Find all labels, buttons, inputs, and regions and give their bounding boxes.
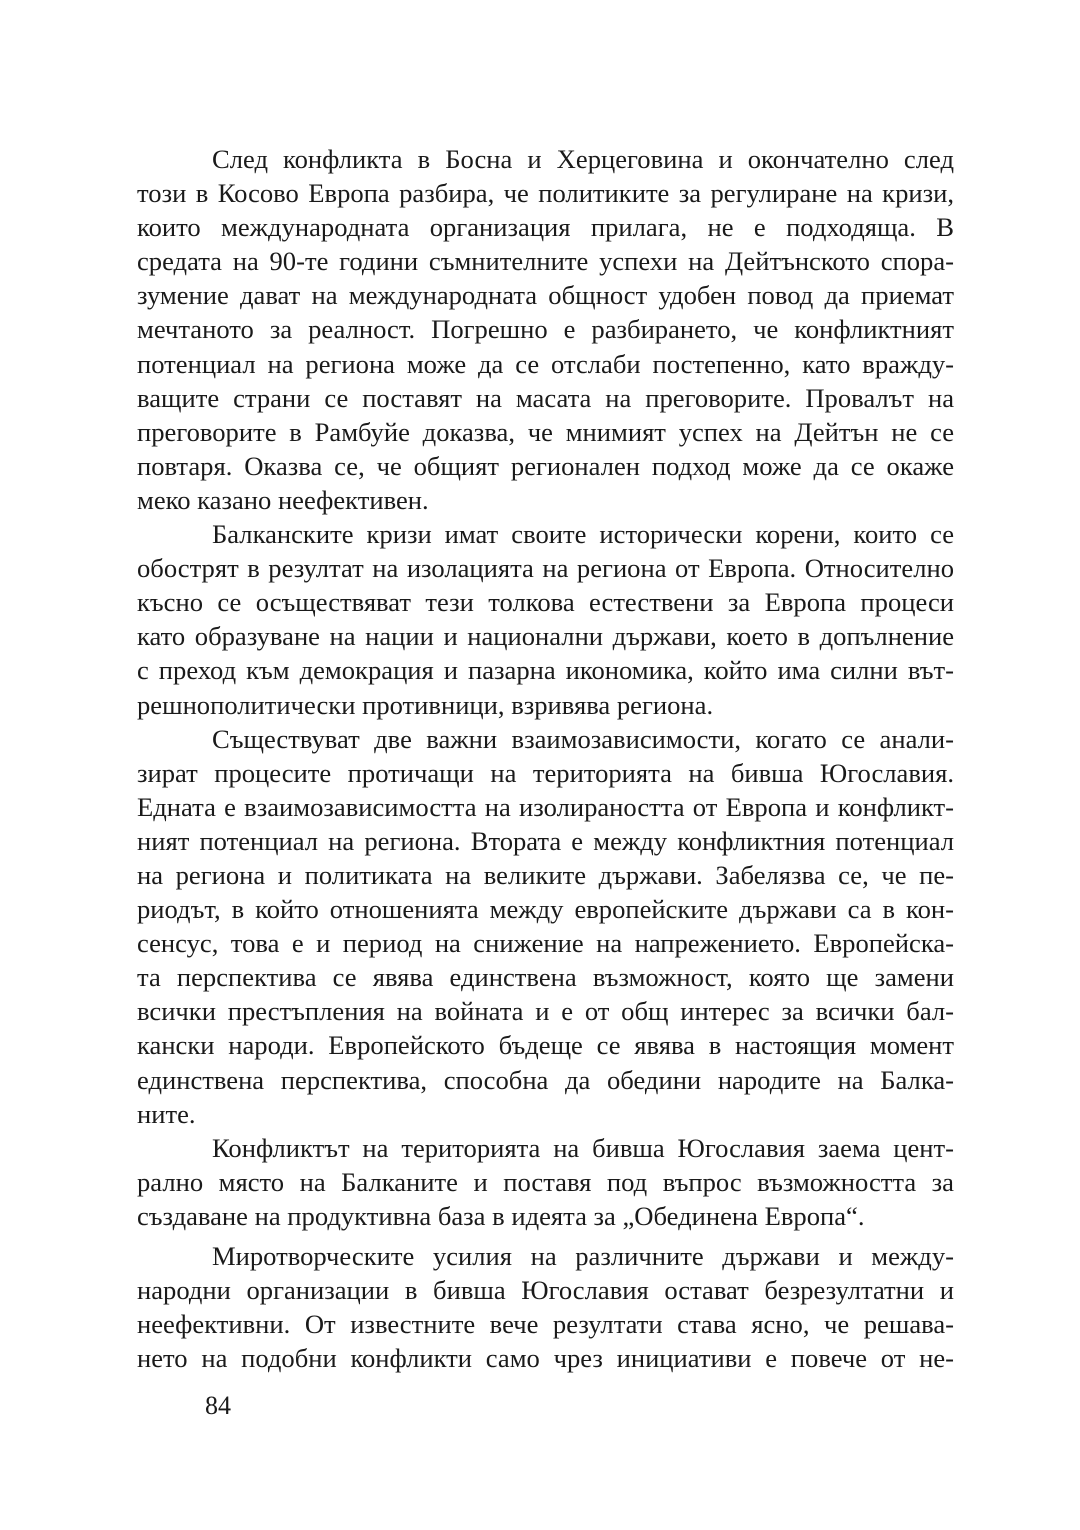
text-line: Балканските кризи имат своите исторически корени, които се <box>212 519 954 550</box>
text-line: неефективни. От известните вече резултати става ясно, че решава- <box>137 1309 954 1340</box>
text-line: зумение дават на международната общност удобен повод да приемат <box>137 280 954 311</box>
text-line: ващите страни се поставят на масата на преговорите. Провалът на <box>137 382 954 413</box>
text-line: решнополитически противници, взривява региона. <box>137 689 714 720</box>
text-line: Съществуват две важни взаимозависимости, когато се анали- <box>212 723 954 754</box>
text-line: този в Косово Европа разбира, че политиките за регулиране на кризи, <box>137 178 954 209</box>
paragraph-5 <box>137 1239 954 1375</box>
text-line: с преход към демокрация и пазарна икономика, който има силни вът- <box>137 655 954 686</box>
page-number: 84 <box>205 1391 231 1420</box>
text-line: зират процесите протичащи на територията на бивша Югославия. <box>137 757 954 788</box>
text-line: създаване на продуктивна база в идеята за „Обединена Европа“. <box>137 1200 865 1231</box>
text-line: меко казано неефективен. <box>137 484 429 515</box>
text-line: Конфликтът на територията на бивша Югославия заема цент- <box>212 1132 954 1163</box>
text-line: ният потенциал на региона. Втората е между конфликтния потенциал <box>137 825 954 856</box>
text-line: След конфликта в Босна и Херцеговина и окончателно след <box>212 144 954 174</box>
text-line: нето на подобни конфликти само чрез инициативи е повече от не- <box>137 1343 954 1374</box>
paragraph-4 <box>137 1131 954 1233</box>
text-line: сенсус, това е и период на снижение на напрежението. Европейска- <box>137 928 954 959</box>
text-line: ните. <box>137 1098 196 1129</box>
body-text <box>137 142 954 1375</box>
text-line: повтаря. Оказва се, че общият регионален подход може да се окаже <box>137 450 954 481</box>
text-line: Миротворческите усилия на различните държави и между- <box>212 1241 954 1271</box>
paragraph-1 <box>137 142 954 517</box>
text-line: единствена перспектива, способна да обедини народите на Балка- <box>137 1064 954 1095</box>
text-line: късно се осъществяват тези толкова естествени за Европа процеси <box>137 587 954 618</box>
text-line: всички престъпления на войната и е от общ интерес за всички бал- <box>137 996 954 1027</box>
text-line: рално място на Балканите и поставя под въпрос възможността за <box>137 1166 954 1197</box>
text-line: преговорите в Рамбуйе доказва, че мнимият успех на Дейтън не се <box>137 416 954 447</box>
paragraph-3 <box>137 722 954 1131</box>
text-line: та перспектива се явява единствена възможност, която ще замени <box>137 962 954 993</box>
text-line: Едната е взаимозависимостта на изолираността от Европа и конфликт- <box>137 791 954 822</box>
text-line: на региона и политиката на великите държави. Забелязва се, че пе- <box>137 859 954 890</box>
paragraph-2 <box>137 517 954 722</box>
text-line: средата на 90-те години съмнителните успехи на Дейтънското спора- <box>137 246 954 277</box>
text-line: мечтаното за реалност. Погрешно е разбирането, че конфликтният <box>137 314 954 345</box>
text-line: риодът, в който отношенията между европейските държави са в кон- <box>137 894 954 925</box>
text-line: народни организации в бивша Югославия остават безрезултатни и <box>137 1275 954 1306</box>
text-line: които международната организация прилага, не е подходяща. В <box>137 212 954 243</box>
text-line: обострят в резултат на изолацията на региона от Европа. Относително <box>137 553 954 584</box>
text-line: като образуване на нации и национални държави, което в допълнение <box>137 621 954 652</box>
text-line: потенциал на региона може да се отслаби постепенно, като вражду- <box>137 348 954 379</box>
text-line: кански народи. Европейското бъдеще се явява в настоящия момент <box>137 1030 954 1061</box>
